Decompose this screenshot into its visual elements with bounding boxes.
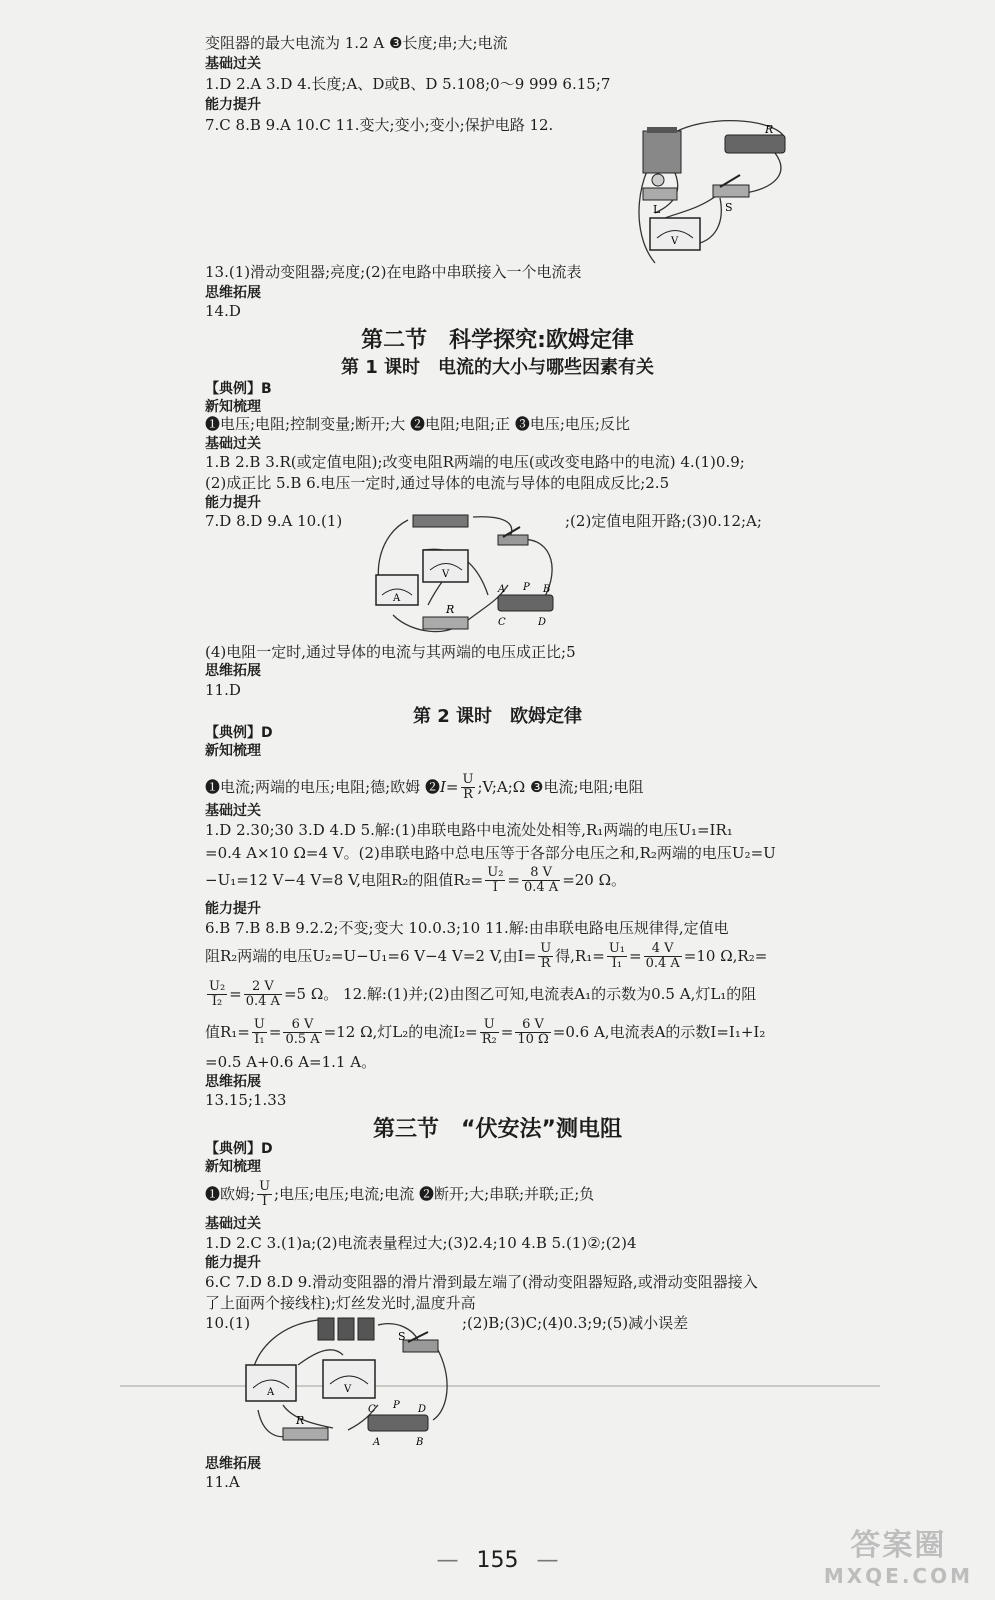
answer-line: ;(2)定值电阻开路;(3)0.12;A;	[565, 512, 762, 530]
answer-text: =10 Ω,R₂=	[683, 947, 768, 965]
frac-num: U₁	[608, 940, 625, 956]
label-v: V	[671, 236, 679, 247]
answer-line: 了上面两个接线柱);灯丝发光时,温度升高	[205, 1294, 476, 1312]
equals-text: =	[229, 985, 242, 1003]
frac-num: U	[462, 771, 474, 787]
label-l: L	[653, 203, 661, 216]
fraction	[644, 942, 682, 971]
fraction	[252, 1018, 267, 1047]
frac-num: 8 V	[522, 866, 560, 881]
frac-den: R	[540, 955, 551, 971]
fraction	[283, 1018, 321, 1047]
page-number: — 155 —	[436, 1548, 559, 1573]
equals-text: =	[628, 947, 642, 965]
fraction	[461, 773, 476, 802]
answer-text: 得,R₁=	[555, 947, 605, 965]
answer-line: (2)成正比 5.B 6.电压一定时,通过导体的电流与导体的电阻成反比;2.5	[205, 474, 670, 492]
answer-line	[205, 1014, 765, 1050]
frac-num: 6 V	[283, 1018, 321, 1033]
section-basic: 基础过关	[205, 803, 261, 819]
answer-text: ;V;A;Ω ❸电流;电阻;电阻	[477, 778, 644, 796]
label-d: D	[538, 617, 547, 628]
frac-num: 2 V	[244, 980, 282, 995]
answer-line: ❶电压;电阻;控制变量;断开;大 ❷电阻;电阻;正 ❸电压;电压;反比	[205, 415, 630, 433]
watermark-text: 答案圈	[850, 1528, 947, 1563]
battery-icon	[643, 131, 681, 173]
answer-text: =5 Ω。 12.解:(1)并;(2)由图乙可知,电流表A₁的示数为0.5 A,灯L₁的阻	[283, 985, 757, 1003]
rheostat-icon	[368, 1415, 428, 1431]
section-ability: 能力提升	[205, 901, 261, 917]
frac-den: I₁	[254, 1031, 265, 1047]
frac-num: U₂	[487, 864, 504, 880]
circuit-diagram-1	[625, 113, 800, 268]
section-basic: 基础过关	[205, 436, 261, 452]
circuit-diagram-3	[238, 1310, 458, 1455]
label-a: A	[267, 1387, 275, 1398]
answer-line: 7.D 8.D 9.A 10.(1)	[205, 512, 343, 530]
answer-text: =0.6 A,电流表A的示数I=I₁+I₂	[552, 1023, 766, 1041]
label-s: S	[725, 201, 733, 214]
frac-den: I₂	[211, 993, 223, 1009]
label-c: C	[498, 617, 506, 628]
battery-icon	[413, 515, 468, 527]
equals-text: =	[500, 1023, 514, 1041]
answer-text: 阻R₂两端的电压U₂=U−U₁=6 V−4 V=2 V,由I=	[205, 947, 537, 965]
frac-den: 0.4 A	[523, 879, 559, 895]
frac-num: 6 V	[515, 1018, 550, 1033]
frac-num: U	[259, 1178, 271, 1194]
answer-line: 1.B 2.B 3.R(或定值电阻);改变电阻R两端的电压(或改变电路中的电流) 4.(1)0.9;	[205, 453, 745, 471]
label-a: A	[373, 1437, 381, 1448]
section-title: 第三节 “伏安法”测电阻	[373, 1117, 622, 1142]
equals-text: =	[268, 1023, 282, 1041]
answer-line: =0.5 A+0.6 A=1.1 A。	[205, 1053, 377, 1071]
label-c: C	[368, 1404, 376, 1415]
fraction	[522, 866, 560, 895]
section-thinking: 思维拓展	[205, 285, 261, 301]
answer-text: −U₁=12 V−4 V=8 V,电阻R₂的阻值R₂=	[205, 871, 484, 889]
example-label: 【典例】D	[205, 1141, 273, 1157]
answer-line: ;(2)B;(3)C;(4)0.3;9;(5)减小误差	[462, 1314, 689, 1332]
frac-num: U	[540, 940, 552, 956]
answer-text: =20 Ω。	[562, 871, 627, 889]
label-a: A	[498, 584, 506, 595]
answer-line	[205, 862, 626, 898]
section-ability: 能力提升	[205, 97, 261, 113]
label-r: R	[446, 603, 455, 616]
circuit-diagram-2	[368, 505, 568, 640]
lesson-title: 第 2 课时 欧姆定律	[412, 706, 583, 727]
label-p: P	[393, 1400, 400, 1411]
watermark-logo	[824, 1520, 973, 1588]
switch-icon	[713, 185, 749, 197]
label-p: P	[523, 582, 530, 593]
answer-text: 值R₁=	[205, 1023, 250, 1041]
resistor-icon	[423, 617, 468, 629]
frac-num: U	[480, 1018, 499, 1033]
label-b: B	[416, 1437, 424, 1448]
label-d: D	[418, 1404, 427, 1415]
answer-line: 13.15;1.33	[205, 1091, 287, 1109]
answer-line: 13.(1)滑动变阻器;亮度;(2)在电路中串联接入一个电流表	[205, 263, 582, 281]
section-thinking: 思维拓展	[205, 663, 261, 679]
example-label: 【典例】D	[205, 725, 273, 741]
answer-text: ;电压;电压;电流;电流 ❷断开;大;串联;并联;正;负	[274, 1185, 595, 1203]
answer-line: 6.B 7.B 8.B 9.2.2;不变;变大 10.0.3;10 11.解:由串联电路电压规律得,定值电	[205, 919, 729, 937]
section-ability: 能力提升	[205, 1255, 261, 1271]
fraction	[480, 1018, 499, 1047]
label-v: V	[344, 1384, 352, 1395]
answer-line: 7.C 8.B 9.A 10.C 11.变大;变小;变小;保护电路 12.	[205, 116, 554, 134]
bulb-icon	[652, 174, 664, 186]
answer-line: 14.D	[205, 302, 241, 320]
frac-num: 4 V	[644, 942, 682, 957]
answer-line: (4)电阻一定时,通过导体的电流与其两端的电压成正比;5	[205, 643, 576, 661]
watermark-url: MXQE.COM	[823, 1564, 973, 1588]
frac-den: 10 Ω	[517, 1031, 549, 1047]
answer-line: 6.C 7.D 8.D 9.滑动变阻器的滑片滑到最左端了(滑动变阻器短路,或滑动变阻器接入	[205, 1273, 758, 1291]
frac-den: I	[492, 879, 498, 895]
label-b: B	[543, 584, 551, 595]
section-title: 第二节 科学探究:欧姆定律	[361, 328, 634, 353]
formula-text: I=	[440, 778, 459, 796]
page-number-text: 155	[476, 1548, 519, 1573]
answer-line: 变阻器的最大电流为 1.2 A ❸长度;串;大;电流	[205, 34, 508, 52]
equals-text: =	[507, 871, 520, 889]
frac-den: 0.5 A	[285, 1031, 320, 1047]
answer-text: ❶欧姆;	[205, 1185, 256, 1203]
battery-icon	[318, 1318, 374, 1340]
answer-line: 1.D 2.30;30 3.D 4.D 5.解:(1)串联电路中电流处处相等,R₁两端的电压U₁=IR₁	[205, 821, 733, 839]
label-r: R	[296, 1414, 305, 1427]
rheostat-icon	[498, 595, 553, 611]
section-new-knowledge: 新知梳理	[205, 399, 261, 415]
answer-text: ❶电流;两端的电压;电阻;德;欧姆 ❷	[205, 778, 440, 796]
section-basic: 基础过关	[205, 1216, 261, 1232]
answer-line: 11.D	[205, 681, 241, 699]
rheostat-icon	[725, 135, 785, 153]
resistor-icon	[283, 1428, 328, 1440]
answer-line	[205, 938, 767, 974]
answer-line	[205, 1176, 594, 1212]
answer-line: =0.4 A×10 Ω=4 V。(2)串联电路中总电压等于各部分电压之和,R₂两端的电压U₂=U	[205, 844, 776, 862]
answer-line: 11.A	[205, 1473, 240, 1491]
frac-num: U₂	[209, 978, 226, 994]
frac-den: R	[463, 786, 473, 802]
frac-den: R₂	[481, 1031, 497, 1047]
fraction	[244, 980, 282, 1009]
fraction	[515, 1018, 550, 1047]
answer-line	[205, 976, 756, 1012]
section-new-knowledge: 新知梳理	[205, 1159, 261, 1175]
page-divider	[120, 1385, 880, 1387]
section-ability: 能力提升	[205, 495, 261, 511]
fraction	[607, 942, 627, 971]
section-new-knowledge: 新知梳理	[205, 743, 261, 759]
section-thinking: 思维拓展	[205, 1456, 261, 1472]
fraction	[257, 1180, 272, 1209]
switch-icon	[498, 535, 528, 545]
fraction	[538, 942, 553, 971]
example-label: 【典例】B	[205, 381, 272, 397]
answer-text: =12 Ω,灯L₂的电流I₂=	[323, 1023, 478, 1041]
answer-line: 1.D 2.C 3.(1)a;(2)电流表量程过大;(3)2.4;10 4.B 5.(1)②;(2)4	[205, 1234, 637, 1252]
answer-line: 10.(1)	[205, 1314, 251, 1332]
label-r: R	[765, 123, 774, 136]
frac-den: I₁	[611, 955, 623, 971]
answer-line	[205, 770, 644, 804]
frac-den: 0.4 A	[645, 955, 680, 971]
frac-den: I	[261, 1193, 268, 1209]
label-a: A	[393, 593, 401, 604]
lesson-title: 第 1 课时 电流的大小与哪些因素有关	[340, 357, 655, 378]
answer-line: 1.D 2.A 3.D 4.长度;A、D或B、D 5.108;0～9 999 6.15;7	[205, 75, 611, 93]
label-s: S	[398, 1330, 406, 1343]
label-v: V	[442, 569, 450, 580]
frac-den: 0.4 A	[245, 993, 280, 1009]
fraction	[207, 980, 227, 1009]
section-thinking: 思维拓展	[205, 1074, 261, 1090]
section-basic: 基础过关	[205, 56, 261, 72]
fraction	[485, 866, 505, 895]
frac-num: U	[253, 1016, 265, 1032]
